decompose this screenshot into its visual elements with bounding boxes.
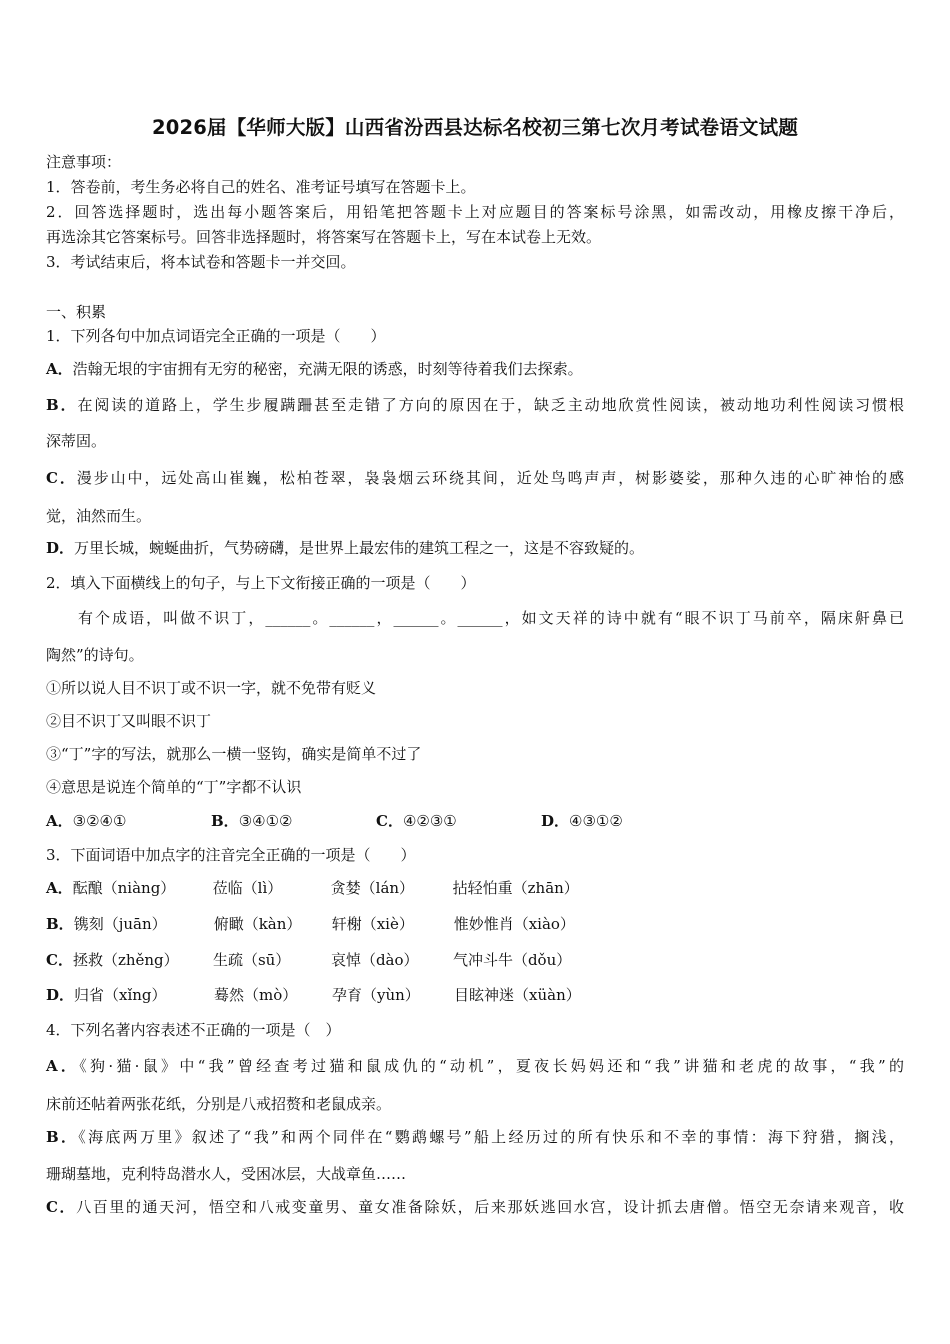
option-label: C． <box>46 469 77 487</box>
option-text: 浩翰无垠的宇宙拥有无穷的秘密，充满无限的诱惑，时刻等待着我们去探索。 <box>72 360 583 378</box>
word-item: 拈轻怕重（zhān） <box>452 879 579 897</box>
notice-item-1: 1．答卷前，考生务必将自己的姓名、准考证号填写在答题卡上。 <box>46 178 476 196</box>
q2-option-c <box>376 811 541 831</box>
section-heading: 一、积累 <box>46 303 107 321</box>
q2-option-d <box>541 811 706 831</box>
word-item: 目眩神迷（xüàn） <box>454 986 581 1004</box>
q2-sentence-4: ④意思是说连个简单的“丁”字都不认识 <box>46 778 302 796</box>
q3-stem: 3．下面词语中加点字的注音完全正确的一项是（ ） <box>46 846 416 864</box>
q1-option-b <box>46 395 904 415</box>
word-item: 哀悼（dào） <box>330 951 419 969</box>
word-item: 贪婪（lán） <box>330 879 415 897</box>
word-item: 惟妙惟肖（xiào） <box>453 915 575 933</box>
option-text: 《海底两万里》叙述了“我”和两个同伴在“鹦鹉螺号”船上经历过的所有快乐和不幸的事情：海下狩猎，搁浅， <box>78 1128 904 1146</box>
q4-option-a <box>46 1056 904 1076</box>
option-label: B． <box>211 812 239 830</box>
word-item: 酝酿（niàng） <box>72 879 176 897</box>
notice-item-2-cont: 再选涂其它答案标号。回答非选择题时，将答案写在答题卡上，写在本试卷上无效。 <box>46 228 602 246</box>
option-text: ③②④① <box>72 812 127 830</box>
option-text: 《狗·猫·鼠》中“我”曾经查考过猫和鼠成仇的“动机”，夏夜长妈妈还和“我”讲猫和老虎的故事，“我”的 <box>79 1057 905 1075</box>
option-text: 万里长城，蜿蜒曲折，气势磅礴，是世界上最宏伟的建筑工程之一，这是不容致疑的。 <box>74 539 645 557</box>
option-label: C． <box>376 812 403 830</box>
q2-passage: 有个成语，叫做不识丁，______。______，______。______，如文天祥的诗中就有“眼不识丁马前卒，隔床鼾鼻已 <box>78 609 904 627</box>
word-item: 孕育（yùn） <box>332 986 420 1004</box>
q1-option-c-cont: 觉，油然而生。 <box>46 507 152 525</box>
q3-option-c <box>46 950 571 970</box>
notice-heading: 注意事项： <box>46 153 122 171</box>
option-text: ④③①② <box>569 812 623 830</box>
q2-sentence-3: ③“丁”字的写法，就那么一横一竖钩，确实是简单不过了 <box>46 745 422 763</box>
q4-option-a-cont: 床前还帖着两张花纸，分别是八戒招赘和老鼠成亲。 <box>46 1095 392 1113</box>
word-item: 轩榭（xiè） <box>331 915 414 933</box>
option-label: A． <box>46 1057 80 1075</box>
notice-item-2: 2．回答选择题时，选出每小题答案后，用铅笔把答题卡上对应题目的答案标号涂黑，如需改动，用橡皮擦干净后， <box>46 203 904 221</box>
notice-item-3: 3．考试结束后，将本试卷和答题卡一并交回。 <box>46 253 356 271</box>
option-text: ④②③① <box>402 812 457 830</box>
q1-option-b-cont: 深蒂固。 <box>46 432 107 450</box>
q2-sentence-2: ②目不识丁又叫眼不识丁 <box>46 712 212 730</box>
option-text: 漫步山中，远处高山崔巍，松柏苍翠，袅袅烟云环绕其间，近处鸟鸣声声，树影婆娑，那种久违的心旷神怡的感 <box>76 469 904 487</box>
option-label: C． <box>46 951 73 969</box>
option-text: 在阅读的道路上，学生步履蹒跚甚至走错了方向的原因在于，缺乏主动地欣赏性阅读，被动地功利性阅读习惯根 <box>77 396 904 414</box>
word-item: 莅临（lì） <box>212 879 283 897</box>
option-label: B． <box>46 396 78 414</box>
option-label: A． <box>46 812 73 830</box>
option-text: ③④①② <box>238 812 293 830</box>
word-item: 蓦然（mò） <box>214 986 298 1004</box>
q4-option-b-cont: 珊瑚墓地，克利特岛潜水人，受困冰层，大战章鱼…… <box>46 1165 407 1183</box>
option-text: 八百里的通天河，悟空和八戒变童男、童女准备除妖，后来那妖逃回水宫，设计抓去唐僧。悟空无奈请来观音，收 <box>76 1198 904 1216</box>
word-item: 拯救（zhěng） <box>72 951 179 969</box>
q2-stem: 2．填入下面横线上的句子，与上下文衔接正确的一项是（ ） <box>46 574 476 592</box>
option-label: C． <box>46 1198 77 1216</box>
q1-option-a <box>46 359 583 379</box>
q1-option-d <box>46 538 644 558</box>
word-item: 镌刻（juān） <box>73 915 167 933</box>
q2-option-b <box>211 811 376 831</box>
word-item: 生疏（sū） <box>212 951 291 969</box>
option-label: D． <box>541 812 570 830</box>
q2-passage-cont: 陶然”的诗句。 <box>46 646 144 664</box>
q2-sentence-1: ①所以说人目不识丁或不识一字，就不免带有贬义 <box>46 679 377 697</box>
q1-option-c <box>46 468 904 488</box>
option-label: B． <box>46 1128 79 1146</box>
option-label: A． <box>46 360 73 378</box>
exam-title: 2026届【华师大版】山西省汾西县达标名校初三第七次月考试卷语文试题 <box>151 116 799 139</box>
q3-option-a <box>46 878 579 898</box>
word-item: 气冲斗牛（dǒu） <box>452 951 572 969</box>
option-label: A． <box>46 879 73 897</box>
q4-option-b <box>46 1127 904 1147</box>
q4-stem: 4．下列名著内容表述不正确的一项是（ ） <box>46 1021 341 1039</box>
word-item: 俯瞰（kàn） <box>213 915 302 933</box>
q4-option-c <box>46 1197 904 1217</box>
option-label: D． <box>46 986 75 1004</box>
option-label: B． <box>46 915 74 933</box>
q2-options <box>46 811 706 831</box>
q3-option-b <box>46 914 575 934</box>
word-item: 归省（xǐng） <box>74 986 167 1004</box>
option-label: D． <box>46 539 75 557</box>
q1-stem: 1．下列各句中加点词语完全正确的一项是（ ） <box>46 327 386 345</box>
q3-option-d <box>46 985 581 1005</box>
q2-option-a <box>46 811 211 831</box>
